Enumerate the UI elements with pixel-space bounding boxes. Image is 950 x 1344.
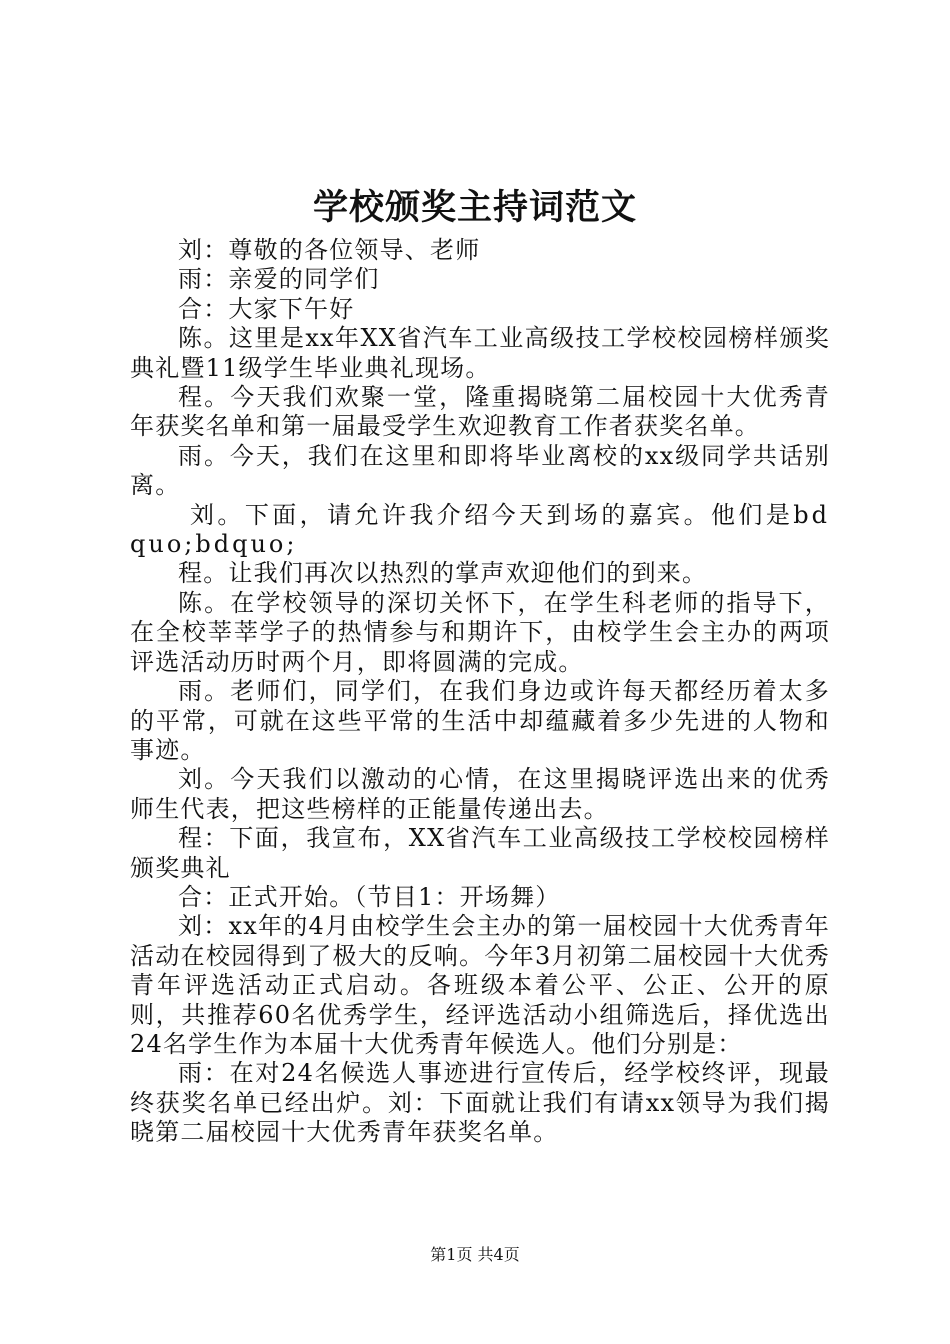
paragraph: 刘：xx年的4月由校学生会主办的第一届校园十大优秀青年活动在校园得到了极大的反响。今年3月初第二届校园十大优秀青年评选活动正式启动。各班级本着公平、公正、公开的原则，共推荐60名优秀学生，经评选活动小组筛选后，择优选出24名学生作为本届十大优秀青年候选人。他们分别是： [130, 912, 830, 1058]
paragraph: 雨：亲爱的同学们 [178, 265, 380, 294]
paragraph: 刘。今天我们以激动的心情，在这里揭晓评选出来的优秀师生代表，把这些榜样的正能量传递出去。 [130, 765, 830, 823]
paragraph: 程：下面，我宣布，XX省汽车工业高级技工学校校园榜样颁奖典礼 [130, 824, 830, 882]
paragraph: 程。今天我们欢聚一堂，隆重揭晓第二届校园十大优秀青年获奖名单和第一届最受学生欢迎教育工作者获奖名单。 [130, 383, 830, 441]
paragraph: 刘。下面，请允许我介绍今天到场的嘉宾。他们是bdquo;bdquo; [130, 500, 830, 559]
paragraph: 陈。这里是xx年XX省汽车工业高级技工学校校园榜样颁奖典礼暨11级学生毕业典礼现场。 [130, 324, 830, 382]
paragraph: 程。让我们再次以热烈的掌声欢迎他们的到来。 [178, 559, 708, 588]
paragraph: 合：大家下午好 [178, 294, 355, 323]
paragraph: 雨。今天，我们在这里和即将毕业离校的xx级同学共话别离。 [130, 441, 830, 500]
paragraph: 刘：尊敬的各位领导、老师 [178, 236, 481, 264]
paragraph: 雨：在对24名候选人事迹进行宣传后，经学校终评，现最终获奖名单已经出炉。刘：下面就让我们有请xx领导为我们揭晓第二届校园十大优秀青年获奖名单。 [130, 1059, 830, 1147]
paragraph: 陈。在学校领导的深切关怀下，在学生科老师的指导下，在全校莘莘学子的热情参与和期许下，由校学生会主办的两项评选活动历时两个月，即将圆满的完成。 [130, 588, 830, 676]
paragraph: 雨。老师们，同学们，在我们身边或许每天都经历着太多的平常，可就在这些平常的生活中却蕴藏着多少先进的人物和事迹。 [130, 677, 830, 764]
paragraph: 合：正式开始。（节目1：开场舞） [178, 882, 561, 911]
page-footer: 第1页 共4页 [430, 1245, 520, 1264]
document-body [130, 236, 830, 1148]
document-title: 学校颁奖主持词范文 [312, 187, 637, 228]
